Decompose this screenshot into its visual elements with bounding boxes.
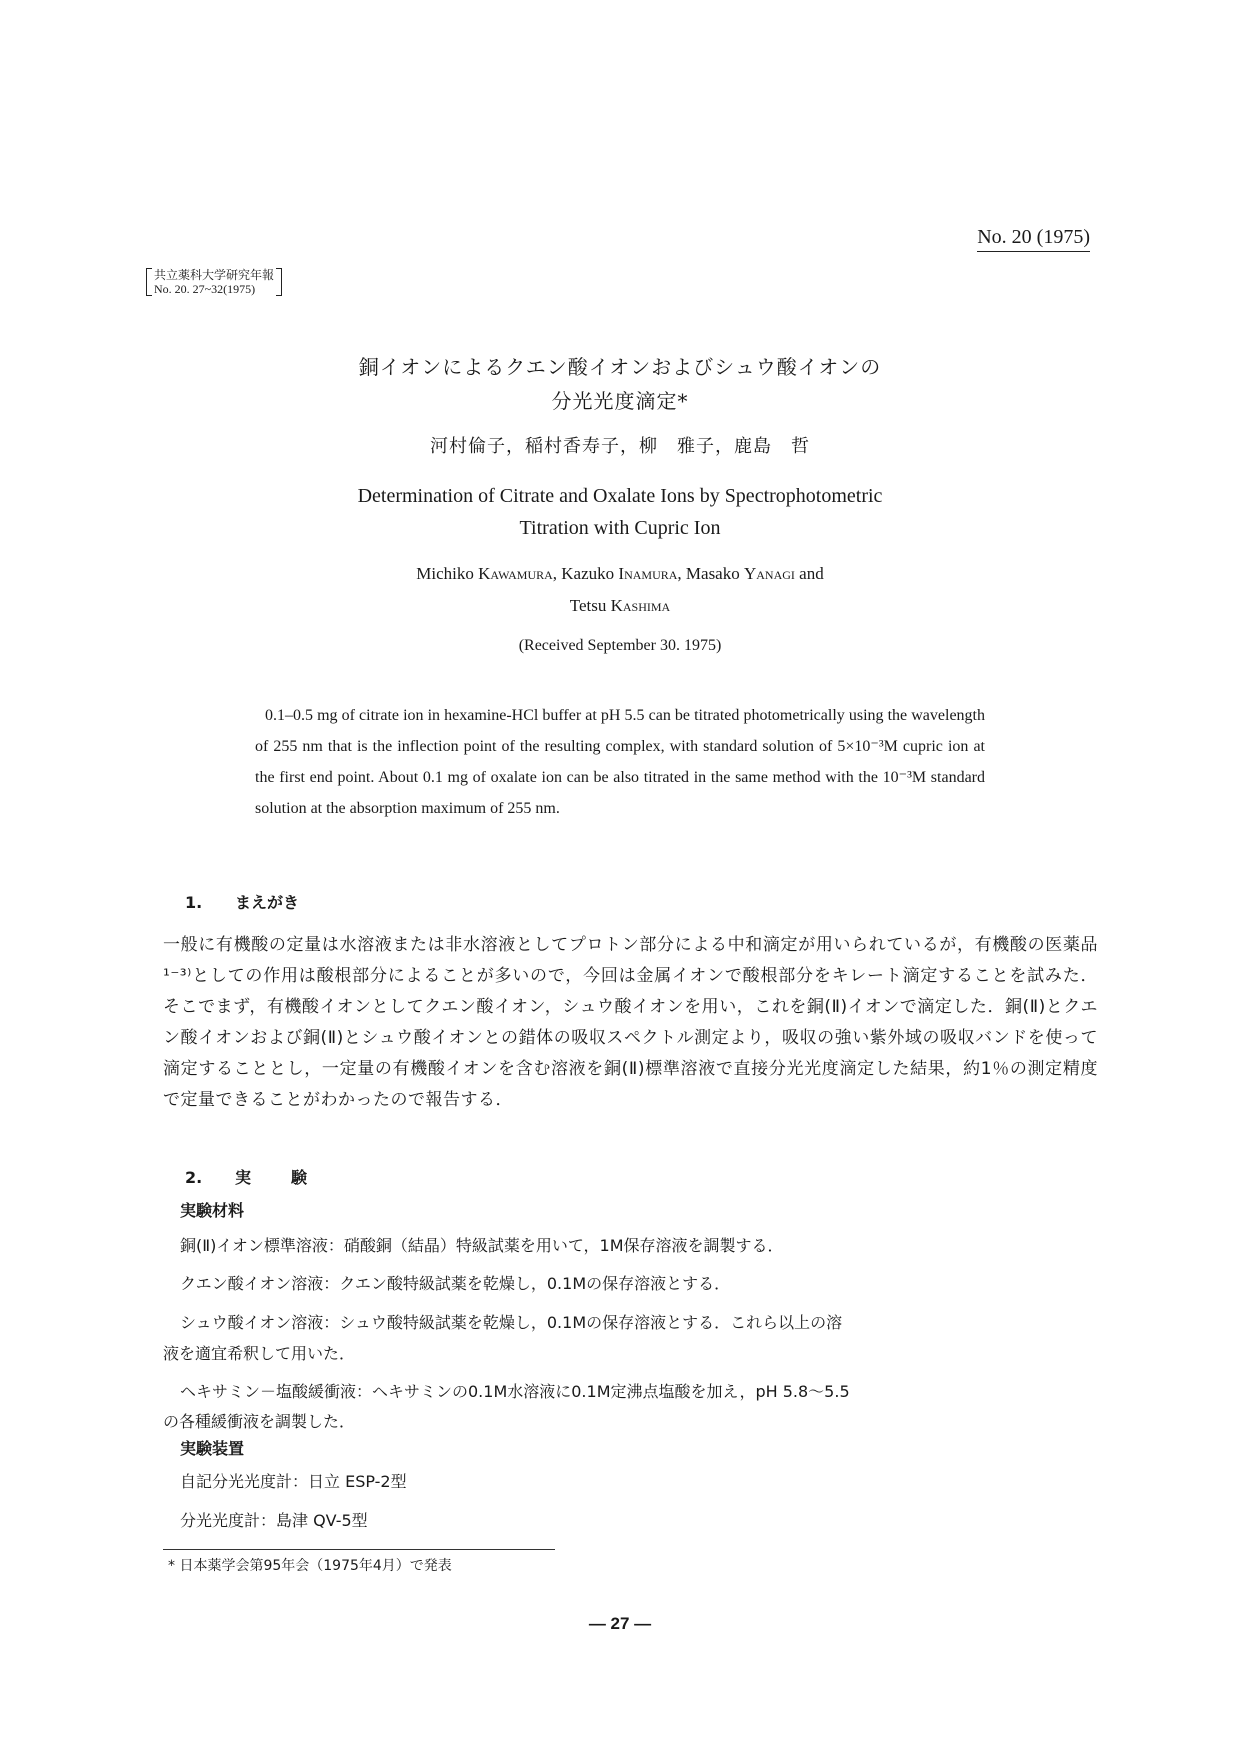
apparatus-item: 自記分光光度計：日立 ESP-2型	[180, 1472, 407, 1491]
introduction-paragraph: 一般に有機酸の定量は水溶液または非水溶液としてプロトン部分による中和滴定が用いられているが，有機酸の医薬品¹⁻³⁾としての作用は酸根部分によることが多いので，今回は金属イオンで酸根部分をキレート滴定することを試みた．そこでまず，有機酸イオンとしてクエン酸イオン，シュウ酸イオンを用い，これを銅(Ⅱ)イオンで滴定した．銅(Ⅱ)とクエン酸イオンおよび銅(Ⅱ)とシュウ酸イオンとの錯体の吸収スペクトル測定より，吸収の強い紫外域の吸収バンドを使って滴定することとし，一定量の有機酸イオンを含む溶液を銅(Ⅱ)標準溶液で直接分光光度滴定した結果，約1％の測定精度で定量できることがわかったので報告する．	[163, 935, 1098, 1110]
subheading-apparatus: 実験装置	[180, 1439, 245, 1458]
author-given: Kazuko	[561, 564, 615, 583]
author-family: Kawamura	[478, 564, 553, 583]
section-heading-experimental	[185, 1165, 307, 1188]
section-number: 1.	[185, 893, 203, 912]
material-item-continuation: の各種緩衝液を調製した．	[163, 1412, 356, 1431]
japanese-title-line1: 銅イオンによるクエン酸イオンおよびシュウ酸イオンの	[358, 355, 882, 379]
author-given: Tetsu	[569, 596, 607, 615]
citation-volume-pages: No. 20. 27~32(1975)	[154, 282, 256, 296]
section-title: まえがき	[235, 893, 300, 912]
author-given: Michiko	[416, 564, 474, 583]
citation-box	[146, 268, 282, 296]
material-item: シュウ酸イオン溶液：シュウ酸特級試薬を乾燥し，0.1Mの保存溶液とする．これら以上の溶	[180, 1313, 843, 1332]
english-authors-line2	[0, 590, 1240, 622]
author-sep: ,	[552, 564, 562, 583]
japanese-title-line2: 分光光度滴定*	[551, 389, 689, 413]
material-item: 銅(Ⅱ)イオン標準溶液：硝酸銅（結晶）特級試薬を用いて，1M保存溶液を調製する．	[180, 1236, 784, 1255]
author-sep: ,	[677, 564, 686, 583]
english-title-line1: Determination of Citrate and Oxalate Ions by Spectrophotometric	[357, 485, 883, 507]
journal-issue: No. 20 (1975)	[977, 226, 1090, 252]
section-title-part: 実	[235, 1168, 252, 1187]
english-authors	[0, 558, 1240, 622]
author-sep: and	[794, 564, 824, 583]
english-title	[0, 480, 1240, 544]
received-date: (Received September 30. 1975)	[518, 637, 722, 654]
footnote: * 日本薬学会第95年会（1975年4月）で発表	[168, 1558, 452, 1574]
english-title-line2: Titration with Cupric Ion	[519, 517, 721, 539]
section-number: 2.	[185, 1168, 203, 1187]
subheading-materials: 実験材料	[180, 1201, 245, 1220]
apparatus-item: 分光光度計：島津 QV-5型	[180, 1511, 368, 1530]
author-family: Kashima	[610, 596, 671, 615]
material-item: クエン酸イオン溶液：クエン酸特級試薬を乾燥し，0.1Mの保存溶液とする．	[180, 1274, 731, 1293]
section-heading-introduction	[185, 890, 299, 913]
author-given: Masako	[685, 564, 740, 583]
japanese-authors: 河村倫子，稲村香寿子，柳 雅子，鹿島 哲	[430, 436, 810, 457]
abstract: 0.1–0.5 mg of citrate ion in hexamine-HCl buffer at pH 5.5 can be titrated photometrically using the wavelength of 255 nm that is the inflection point of the resulting complex, with standard solution of 5×10⁻³M cupric ion at the first end point. About 0.1 mg of oxalate ion can be also titrated in the same method with the 10⁻³M standard solution at the absorption maximum of 255 nm.	[255, 707, 985, 817]
citation-journal-name: 共立薬科大学研究年報	[154, 268, 275, 282]
footnote-divider	[163, 1549, 555, 1550]
material-item-continuation: 液を適宜希釈して用いた．	[163, 1344, 356, 1363]
english-authors-line1	[0, 558, 1240, 590]
material-item: ヘキサミン－塩酸緩衝液：ヘキサミンの0.1M水溶液に0.1M定沸点塩酸を加え，pH 5.8～5.5	[180, 1382, 850, 1401]
page-number: — 27 —	[588, 1614, 652, 1633]
author-family: Yanagi	[743, 564, 795, 583]
author-family: Inamura	[618, 564, 678, 583]
japanese-title	[0, 350, 1240, 418]
section-title-part: 験	[291, 1168, 308, 1187]
